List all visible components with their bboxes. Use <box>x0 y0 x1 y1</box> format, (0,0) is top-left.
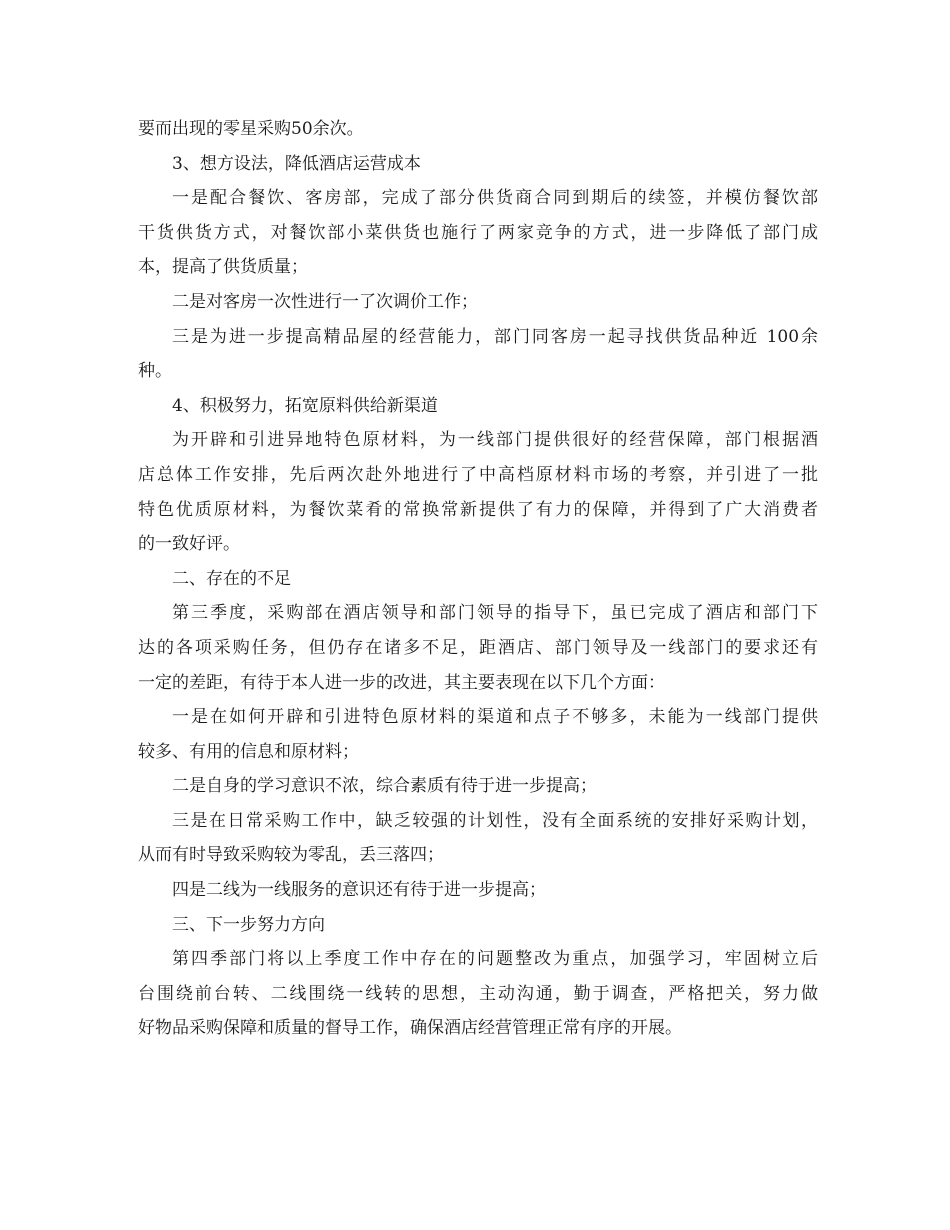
paragraph-line: 三是在日常采购工作中，缺乏较强的计划性，没有全面系统的安排好采购计划， <box>172 810 818 831</box>
section-heading: 二、存在的不足 <box>172 568 291 589</box>
paragraph-line: 要而出现的零星采购50余次。 <box>138 119 364 139</box>
paragraph-line: 本，提高了供货质量； <box>138 257 308 278</box>
section-heading: 3、想方设法，降低酒店运营成本 <box>172 153 421 174</box>
paragraph-line: 三是为进一步提高精品屋的经营能力，部门同客房一起寻找供货品种近 100余 <box>172 326 818 347</box>
paragraph-line: 一定的差距，有待于本人进一步的改进，其主要表现在以下几个方面： <box>138 672 665 693</box>
paragraph-line: 第四季部门将以上季度工作中存在的问题整改为重点，加强学习，牢固树立后 <box>172 949 818 970</box>
paragraph-line: 较多、有用的信息和原材料； <box>138 741 359 762</box>
section-heading: 三、下一步努力方向 <box>172 914 325 935</box>
paragraph-line: 好物品采购保障和质量的督导工作，确保酒店经营管理正常有序的开展。 <box>138 1018 682 1039</box>
paragraph-line: 台围绕前台转、二线围绕一线转的思想，主动沟通，勤于调查，严格把关，努力做 <box>138 983 818 1004</box>
paragraph-line: 种。 <box>138 361 172 382</box>
paragraph-line: 的一致好评。 <box>138 534 240 555</box>
paragraph-line: 一是配合餐饮、客房部，完成了部分供货商合同到期后的续签，并模仿餐饮部 <box>172 188 818 209</box>
paragraph-line: 达的各项采购任务，但仍存在诸多不足，距酒店、部门领导及一线部门的要求还有 <box>138 637 818 658</box>
paragraph-line: 为开辟和引进异地特色原材料，为一线部门提供很好的经营保障，部门根据酒 <box>172 430 818 451</box>
paragraph-line: 干货供货方式，对餐饮部小菜供货也施行了两家竞争的方式，进一步降低了部门成 <box>138 222 818 243</box>
paragraph-line: 从而有时导致采购较为零乱，丢三落四； <box>138 845 444 866</box>
section-heading: 4、积极努力，拓宽原料供给新渠道 <box>172 395 438 416</box>
paragraph-line: 特色优质原材料，为餐饮菜肴的常换常新提供了有力的保障，并得到了广大消费者 <box>138 499 818 520</box>
paragraph-line: 二是对客房一次性进行一了次调价工作； <box>172 291 478 312</box>
paragraph-line: 第三季度，采购部在酒店领导和部门领导的指导下，虽已完成了酒店和部门下 <box>172 603 818 624</box>
document-body <box>138 112 818 1046</box>
paragraph-line: 四是二线为一线服务的意识还有待于进一步提高； <box>172 880 546 901</box>
paragraph-line: 店总体工作安排，先后两次赴外地进行了中高档原材料市场的考察，并引进了一批 <box>138 464 818 485</box>
paragraph-line: 二是自身的学习意识不浓，综合素质有待于进一步提高； <box>172 776 597 797</box>
paragraph-line: 一是在如何开辟和引进特色原材料的渠道和点子不够多，未能为一线部门提供 <box>172 707 818 728</box>
